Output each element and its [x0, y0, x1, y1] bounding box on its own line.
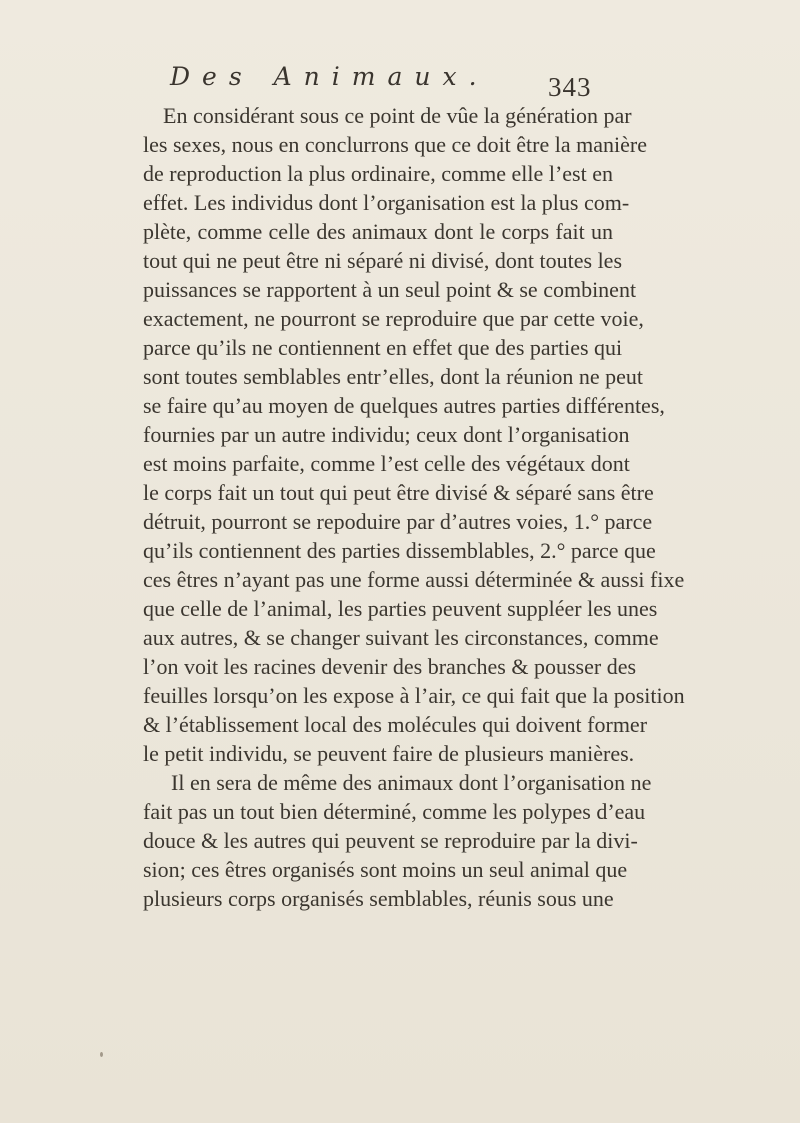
text-line: de reproduction la plus ordinaire, comme elle l’est en: [143, 161, 613, 186]
text-line: En considérant sous ce point de vûe la génération par: [163, 103, 632, 128]
text-line: tout qui ne peut être ni séparé ni divisé, dont toutes les: [143, 248, 623, 273]
text-line: l’on voit les racines devenir des branches & pousser des: [143, 654, 637, 679]
text-line: sion; ces êtres organisés sont moins un seul animal que: [143, 857, 628, 882]
text-line: Il en sera de même des animaux dont l’organisation ne: [171, 770, 652, 795]
running-title: Des Animaux.: [170, 62, 489, 91]
text-line: les sexes, nous en conclurrons que ce doit être la manière: [143, 132, 647, 157]
body-text: [143, 101, 685, 913]
text-line: est moins parfaite, comme l’est celle des végétaux dont: [143, 451, 630, 476]
text-line: douce & les autres qui peuvent se reproduire par la divi-: [143, 828, 638, 853]
text-line: le corps fait un tout qui peut être divisé & séparé sans être: [143, 480, 654, 505]
text-line: ces êtres n’ayant pas une forme aussi déterminée & aussi fixe: [143, 567, 685, 592]
text-line: plusieurs corps organisés semblables, réunis sous une: [143, 886, 614, 911]
paper-speck: [100, 1052, 103, 1057]
text-line: parce qu’ils ne contiennent en effet que des parties qui: [143, 335, 623, 360]
text-line: qu’ils contiennent des parties dissemblables, 2.° parce que: [143, 538, 656, 563]
page-number: 343: [548, 72, 592, 102]
text-line: puissances se rapportent à un seul point & se combinent: [143, 277, 637, 302]
text-line: plète, comme celle des animaux dont le corps fait un: [143, 219, 613, 244]
text-line: fournies par un autre individu; ceux dont l’organisation: [143, 422, 630, 447]
text-line: le petit individu, se peuvent faire de plusieurs manières.: [143, 741, 635, 766]
text-line: feuilles lorsqu’on les expose à l’air, ce qui fait que la position: [143, 683, 685, 708]
text-line: aux autres, & se changer suivant les circonstances, comme: [143, 625, 659, 650]
text-line: que celle de l’animal, les parties peuvent suppléer les unes: [143, 596, 658, 621]
text-line: détruit, pourront se repoduire par d’autres voies, 1.° parce: [143, 509, 653, 534]
text-line: fait pas un tout bien déterminé, comme les polypes d’eau: [143, 799, 646, 824]
text-line: sont toutes semblables entr’elles, dont la réunion ne peut: [143, 364, 643, 389]
text-line: se faire qu’au moyen de quelques autres parties différentes,: [143, 393, 665, 418]
text-line: exactement, ne pourront se reproduire que par cette voie,: [143, 306, 644, 331]
text-line: & l’établissement local des molécules qui doivent former: [143, 712, 648, 737]
text-line: effet. Les individus dont l’organisation est la plus com-: [143, 190, 630, 215]
